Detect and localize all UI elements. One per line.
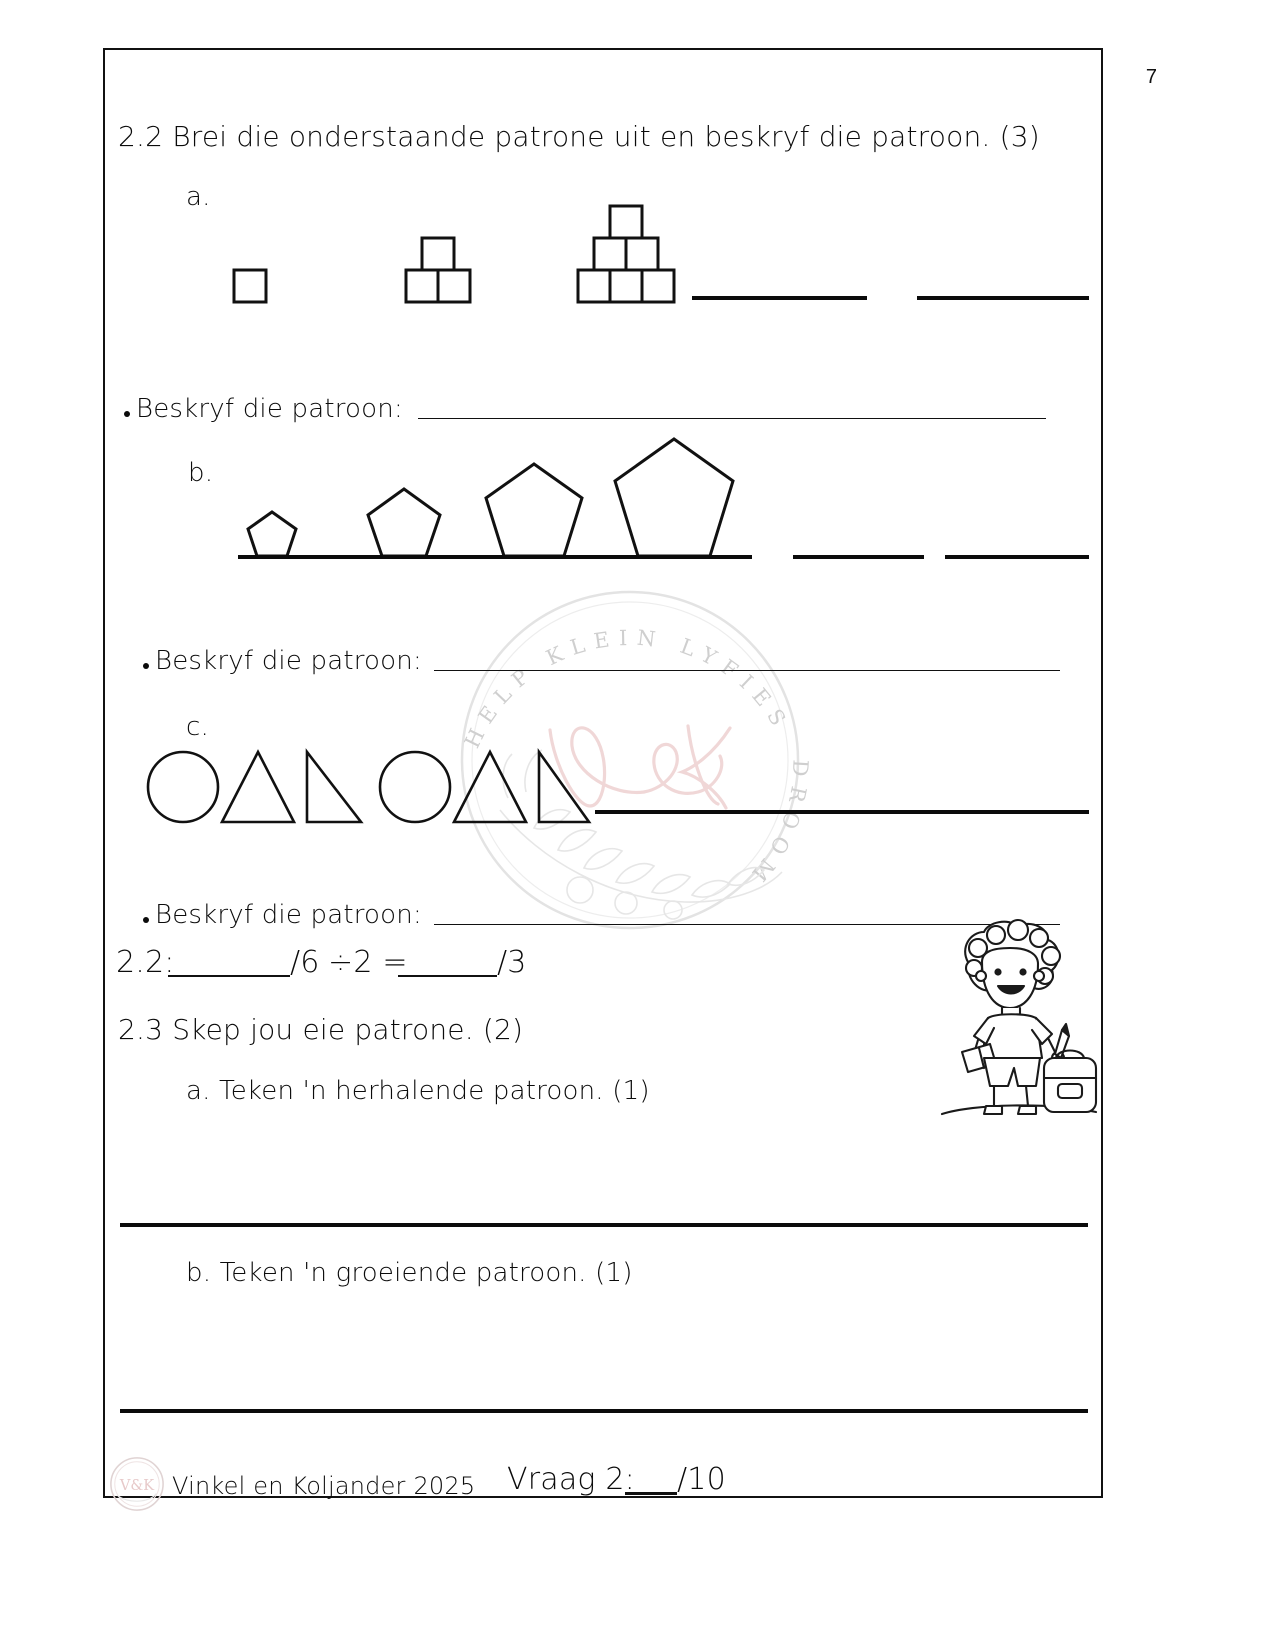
bullet-c (143, 917, 149, 923)
marks-2-2-label: 2.2: (116, 945, 175, 980)
student-illustration-icon (938, 918, 1103, 1133)
item-2-3-a-label: a. Teken 'n herhalende patroon. (1) (186, 1076, 650, 1106)
item-2-2-c-label: c. (186, 712, 209, 742)
describe-label-c: Beskryf die patroon: (155, 900, 422, 930)
page-number: 7 (1145, 66, 1157, 88)
question-2-3-heading: 2.3 Skep jou eie patrone. (2) (118, 1013, 524, 1046)
marks-2-2-operator: ÷2 = (328, 945, 408, 980)
item-2-2-a-label: a. (186, 182, 211, 212)
item-2-2-b-label: b. (188, 458, 214, 488)
draw-area-line-a[interactable] (120, 1223, 1088, 1227)
item-2-3-b-label: b. Teken 'n groeiende patroon. (1) (186, 1258, 633, 1288)
footer-total-value: /10 (677, 1462, 726, 1497)
marks-2-2-blank-1[interactable] (168, 975, 290, 977)
footer-total-label: Vraag 2: (507, 1462, 635, 1497)
marks-2-2-denominator-1: /6 (290, 945, 320, 980)
svg-text:V&K: V&K (119, 1477, 155, 1494)
answer-slot-c-1[interactable] (595, 810, 1089, 814)
svg-text:DROOM: DROOM (741, 759, 813, 893)
marks-2-2-denominator-2: /3 (497, 945, 527, 980)
marks-2-2-blank-2[interactable] (398, 975, 497, 977)
draw-area-line-b[interactable] (120, 1409, 1088, 1413)
describe-label-a: Beskryf die patroon: (136, 394, 403, 424)
question-2-2-heading: 2.2 Brei die onderstaande patrone uit en beskryf die patroon. (3) (118, 120, 1040, 153)
footer-total-blank[interactable] (625, 1492, 677, 1495)
svg-text:HELP KLEIN LYFIES: HELP KLEIN LYFIES (460, 625, 795, 752)
describe-label-b: Beskryf die patroon: (155, 646, 422, 676)
footer-credit: Vinkel en Koljander 2025 (172, 1472, 476, 1500)
